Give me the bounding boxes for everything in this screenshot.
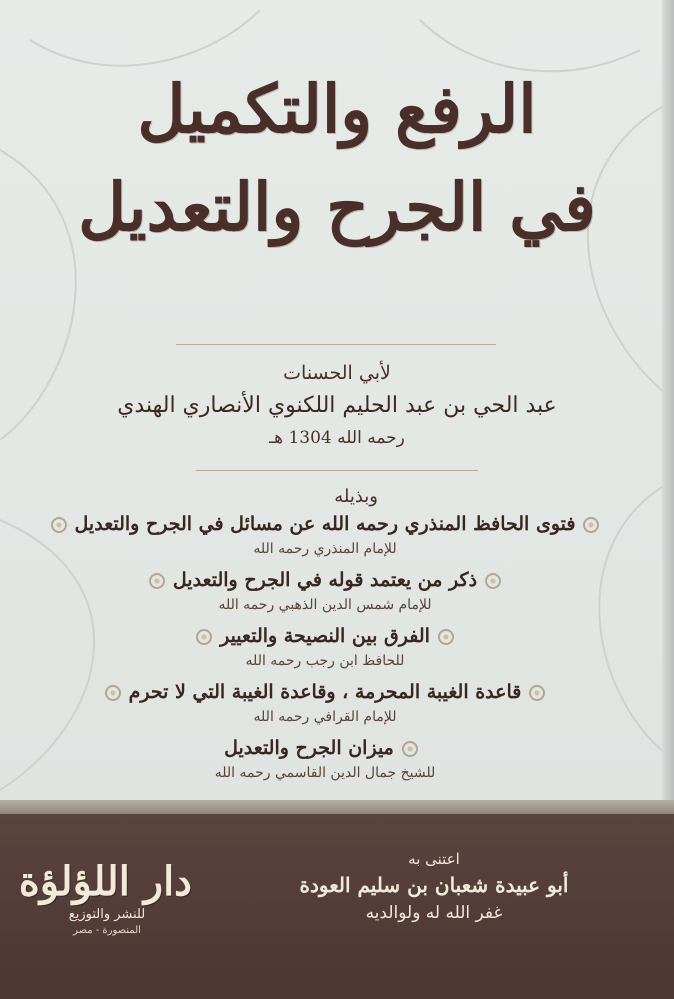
title-line-1: الرفع والتكميل — [137, 70, 537, 148]
divider-top — [176, 344, 496, 345]
work-title: ذكر من يعتمد قوله في الجرح والتعديل — [172, 569, 478, 591]
band-border — [0, 800, 674, 814]
appendix-heading: وبذيله — [334, 486, 378, 507]
list-item — [30, 734, 620, 784]
book-title — [60, 60, 614, 256]
editor-name: أبو عبيدة شعبان بن سليم العودة — [299, 873, 569, 897]
flower-bullet-icon — [196, 629, 212, 645]
flower-bullet-icon — [583, 517, 599, 533]
list-item — [30, 566, 620, 616]
publisher-city: المنصورة - مصر — [73, 925, 141, 936]
list-item — [30, 678, 620, 728]
list-item — [30, 622, 620, 672]
publisher-logo — [18, 858, 192, 938]
work-title: ميزان الجرح والتعديل — [224, 737, 394, 759]
work-author: للإمام القرافي رحمه الله — [253, 709, 397, 725]
author-death-date: رحمه الله 1304 هـ — [269, 428, 405, 448]
work-author: للشيخ جمال الدين القاسمي رحمه الله — [214, 765, 436, 781]
appended-works-list — [30, 510, 620, 790]
flower-bullet-icon — [51, 517, 67, 533]
flower-bullet-icon — [105, 685, 121, 701]
work-author: للإمام المنذري رحمه الله — [253, 541, 397, 557]
list-item — [30, 510, 620, 560]
divider-bottom — [196, 470, 478, 471]
editor-prayer: غفر الله له ولوالديه — [365, 903, 503, 923]
work-title: فتوى الحافظ المنذري رحمه الله عن مسائل في الجرح والتعديل — [74, 513, 576, 535]
work-title: الفرق بين النصيحة والتعيير — [220, 625, 430, 647]
editor-label: اعتنى به — [408, 850, 460, 868]
publisher-name: دار اللؤلؤة — [18, 858, 192, 905]
author-block — [60, 358, 614, 452]
flower-bullet-icon — [529, 685, 545, 701]
flower-bullet-icon — [485, 573, 501, 589]
author-name: عبد الحي بن عبد الحليم اللكنوي الأنصاري الهندي — [117, 393, 557, 418]
publisher-subtitle: للنشر والتوزيع — [68, 907, 146, 922]
work-author: للإمام شمس الدين الذهبي رحمه الله — [218, 597, 432, 613]
title-line-2: في الجرح والتعديل — [78, 168, 596, 246]
editor-block — [264, 848, 604, 926]
flower-bullet-icon — [402, 741, 418, 757]
flower-bullet-icon — [438, 629, 454, 645]
work-title: قاعدة الغيبة المحرمة ، وقاعدة الغيبة التي لا تحرم — [128, 681, 522, 703]
author-kunya: لأبي الحسنات — [283, 362, 391, 384]
work-author: للحافظ ابن رجب رحمه الله — [245, 653, 405, 669]
flower-bullet-icon — [149, 573, 165, 589]
